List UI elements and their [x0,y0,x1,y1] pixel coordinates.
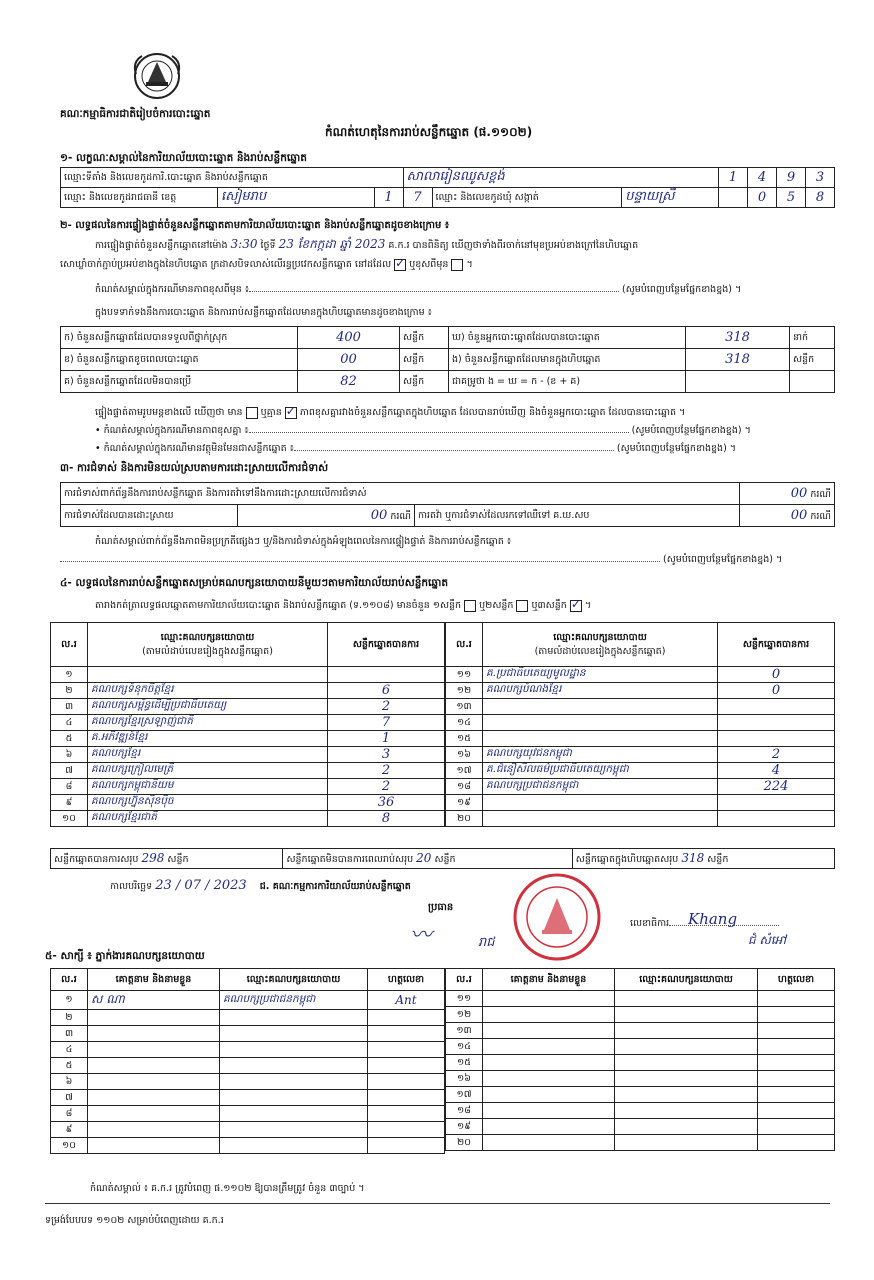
witness-signature [758,1119,835,1135]
party-row [51,747,445,763]
witness-row [51,1138,445,1154]
commune-label: ឈ្មោះ និងលេខកូដឃុំ សង្កាត់ [432,188,622,208]
party-no: ១៣ [446,699,483,715]
section3-title: ៣- ការជំទាស់ និងការមិនយល់ស្របតាមការដោះស្រាយលើការជំទាស់ [60,462,329,474]
party-votes: 0 [718,667,835,683]
witness-row [446,1135,835,1151]
objections-table: ការជំទាស់ពាក់ព័ន្ធនឹងការរាប់សន្លឹកឆ្នោត និងការតវ៉ាទៅនឹងការដោះស្រាយលើការជំទាស់ 00 ករណី ការជំទាស់ដែលបានដោះស្រាយ 00 ករណី ការតវ៉ា ឬការជំទាស់ដែលរកទៅឈឺទៅ គ.ឃ.សប 00 ករណី [60,482,835,527]
party-votes: 2 [718,747,835,763]
footer-text: ទម្រង់បែបបទ ១១០២ សម្រាប់បំពេញដោយ គ.ក.រ [45,1215,224,1226]
witness-row [51,1122,445,1138]
province-code-2: 7 [403,188,432,208]
witness-signature [758,1087,835,1103]
party-name: គណបក្សបំណងខ្មែរ [483,683,718,699]
witness-no: ១១ [446,991,483,1007]
note-changed: កំណត់សម្គាល់ក្នុងករណីមានភាពខុសពីមុន ៖ (សូមបំពេញបន្ថែមផ្នែកខាងខ្នង) ។ [95,284,742,295]
party-row [446,811,835,827]
witness-row [51,1074,445,1090]
verify-time: 3:30 [230,237,258,251]
box-total: 318 [681,850,705,865]
party-votes [718,699,835,715]
section1-title: ១- លក្ខណៈសម្គាល់នៃការិយាល័យបោះឆ្នោត និងរាប់សន្លឹកឆ្នោត [60,152,307,164]
party-votes: 3 [328,747,445,763]
party-votes: 6 [328,683,445,699]
count-right-value: 318 [686,349,790,371]
witness-name [88,1010,220,1026]
changed-checkbox[interactable] [451,259,463,271]
witness-party: គណបក្សប្រជាជនកម្ពុជា [220,991,368,1010]
witness-signature [758,1103,835,1119]
party-row [51,731,445,747]
witness-party [615,1039,758,1055]
place-code-2: 4 [748,168,777,188]
party-row [446,779,835,795]
two-sheet-checkbox[interactable] [516,600,528,612]
party-no: ១៦ [446,747,483,763]
party-row [446,699,835,715]
fill-note-1: (សូមបំពេញបន្ថែមផ្នែកខាងខ្នង) ។ [622,284,742,295]
secretary-name: ជំ សំអៅ [748,933,787,947]
witness-no: ៥ [51,1058,88,1074]
witness-signature [758,1055,835,1071]
witness-name [88,1074,220,1090]
party-row [446,763,835,779]
province-label: ឈ្មោះ និងលេខកូដរាជធានី ខេត្ត [61,188,218,208]
party-votes: 7 [328,715,445,731]
party-name [483,715,718,731]
commune-code-3: 8 [806,188,835,208]
witness-party [615,1023,758,1039]
totals-table: សន្លឹកឆ្នោតបានការសរុប 298 សន្លឹក សន្លឹកឆ្នោតមិនបានការពេលរាប់សរុប 20 សន្លឹក សន្លឹកឆ្នោតក្នុងហិបឆ្នោតសរុប 318 សន្លឹក [50,848,835,869]
party-name: គណបក្សកម្ពុជានិយម [88,779,328,795]
witness-row [51,1026,445,1042]
witness-name: ស ណា [88,991,220,1010]
party-name [483,731,718,747]
party-no: ៩ [51,795,88,811]
party-row [51,795,445,811]
irregularity-fill: (សូមបំពេញបន្ថែមផ្នែកខាងខ្នង) ។ [60,553,835,567]
party-no: ១៥ [446,731,483,747]
party-name: គណបក្សក្រៀលមេត្រី [88,763,328,779]
party-row [51,715,445,731]
witness-no: ១៩ [446,1119,483,1135]
party-row [446,667,835,683]
witness-party [220,1042,368,1058]
party-votes: 1 [328,731,445,747]
party-row [446,747,835,763]
place-value: សាលារៀនឈូសខ្ពង់ [403,168,718,188]
form-title: កំណត់ហេតុនៃការរាប់សន្លឹកឆ្នោត (ផ.១១០២) [325,125,533,139]
date-line: កាលបរិច្ឆេទ 23 / 07 / 2023 ជ. គណៈកម្មការការិយាល័យរាប់សន្លឹកឆ្នោត [110,878,411,893]
party-no: ១៤ [446,715,483,731]
witness-party [615,1119,758,1135]
witness-name [483,1087,615,1103]
witness-name [88,1026,220,1042]
witness-no: ១៦ [446,1071,483,1087]
witness-row [446,991,835,1007]
invalid-total: 20 [416,850,432,865]
witness-party [220,1026,368,1042]
witness-no: ១ [51,991,88,1010]
place-label: ឈ្មោះទីតាំង និងលេខកូដការិ.បោះឆ្នោត និងរាប់សន្លឹកឆ្នោត [61,168,404,188]
secretary-label: លេខាធិការ [630,917,779,931]
party-name: គណបក្សខ្មែរ [88,747,328,763]
witness-signature [368,1106,445,1122]
party-name: គ.ប្រជាធិបតេយ្យមូលដ្ឋាន [483,667,718,683]
witness-row [446,1007,835,1023]
party-row [51,811,445,827]
witness-signature [758,991,835,1007]
witness-row [446,1103,835,1119]
verify-text-c: គ.ក.រ បានពិនិត្យ ឃើញថាទាំងពីរចាក់នៅមុខប្រអប់ខាងក្រៅនៃហិបឆ្នោត [388,240,639,251]
witness-signature [368,1074,445,1090]
witness-signature [368,1042,445,1058]
witness-signature [758,1023,835,1039]
witness-party [220,1074,368,1090]
party-name: គណបក្សខ្មែរស្រឡាញ់ជាតិ [88,715,328,731]
party-no: ២០ [446,811,483,827]
witness-name [483,991,615,1007]
witness-row [446,1039,835,1055]
witness-party [615,1135,758,1151]
three-sheet-checkbox[interactable] [570,600,582,612]
party-name: គ.អភិវឌ្ឍន៍ខ្មែរ [88,731,328,747]
party-name: គណបក្សហ្វ៊ុនស៊ិនប៉ិច [88,795,328,811]
footer-rule [45,1203,830,1204]
party-no: ១៧ [446,763,483,779]
witness-row [51,991,445,1010]
section4-title: ៤- លទ្ធផលនៃការរាប់សន្លឹកឆ្នោតសម្រាប់គណបក្សនយោបាយនីមួយៗតាមការិយាល័យរាប់សន្លឹកឆ្នោត [60,577,449,589]
count-left-unit: សន្លឹក [400,327,449,349]
witness-party [220,1138,368,1154]
witness-name [483,1103,615,1119]
commune-code-2: 5 [777,188,806,208]
party-no: ១០ [51,811,88,827]
commune-value: បន្ទាយស្រី [622,188,719,208]
count-left-label: ខ) ចំនួនសន្លឹកឆ្នោតខូចពេលបោះឆ្នោត [61,349,298,371]
witness-name [88,1058,220,1074]
witness-row [51,1010,445,1026]
note-foreign-objects: • កំណត់សម្គាល់ក្នុងករណីមានវត្ថុមិនមែនជាសន្លឹកឆ្នោត ៖ (សូមបំពេញបន្ថែមផ្នែកខាងខ្នង) ។ [95,443,737,454]
witness-signature [758,1007,835,1023]
party-row [51,667,445,683]
witness-no: ១០ [51,1138,88,1154]
witness-row [446,1087,835,1103]
witness-row [51,1042,445,1058]
witness-footnote: កំណត់សម្គាល់ ៖ គ.ក.រ ត្រូវបំពេញ ផ.១១០២ ឱ្យបានត្រឹមត្រូវ ចំនួន ៣ច្បាប់ ។ [90,1183,365,1194]
chair-label: ប្រធាន [428,902,454,913]
has-diff-checkbox[interactable] [246,407,258,419]
count-left-unit: សន្លឹក [400,349,449,371]
section2-title: ២- លទ្ធផលនៃការផ្ទៀងផ្ទាត់ចំនួនសន្លឹកឆ្នោតតាមការិយាល័យបោះឆ្នោត និងរាប់សន្លឹកឆ្នោតដូចខាងក្រោម ៖ [60,220,450,231]
witness-signature [368,1026,445,1042]
party-votes: 8 [328,811,445,827]
party-row [51,779,445,795]
party-no: ១១ [446,667,483,683]
place-code-1: 1 [719,168,748,188]
count-left-value: 82 [298,371,400,393]
party-name: គណបក្សសម្ព័ន្ធដើម្បីប្រជាធិបតេយ្យ [88,699,328,715]
party-votes [718,715,835,731]
count-right-label: ង) ចំនួនសន្លឹកឆ្នោតដែលមានក្នុងហិបឆ្នោត [449,349,686,371]
emblem-logo [128,48,186,104]
witness-name [88,1042,220,1058]
count-right-label: ជាគម្រូថា ង = ឃ = ក - (ខ + គ) [449,371,686,393]
witness-party [615,1007,758,1023]
witness-party [615,1087,758,1103]
party-votes [328,667,445,683]
witness-no: ១៤ [446,1039,483,1055]
witness-no: ៩ [51,1122,88,1138]
agency-name: គណៈកម្មាធិការជាតិរៀបចំការបោះឆ្នោត [60,108,211,120]
party-no: ៤ [51,715,88,731]
results-table-left: ល.រ ឈ្មោះគណបក្សនយោបាយ (តាមលំដាប់លេខរៀងក្នុងសន្លឹកឆ្នោត) សន្លឹកឆ្នោតបានការ ១ ២ គណបក្សទំនុកចិត្តខ្មែរ 6 ៣ គណបក្សសម្ព័ន្ធដើម្បីប្រជាធិបតេយ្យ 2 ៤ គណបក្សខ្មែរស្រឡាញ់ជាតិ 7 ៥ គ.អភិវឌ្ឍន៍ខ្មែរ 1 ៦ គណបក្សខ្មែរ 3 ៧ គណបក្សក្រៀលមេត្រី 2 ៨ គណបក្សកម្ពុជានិយម 2 ៩ គណបក្សហ្វ៊ុនស៊ិនប៉ិច 36 ១០ គណបក្សខ្មែរជាតិ 8 [50,622,445,827]
irregularity-note: កំណត់សម្គាល់ពាក់ព័ន្ធនឹងភាពមិនប្រក្រតីផ្សេងៗ ឬ/និងការជំទាស់ក្នុងអំឡុងពេលនៃការផ្ទៀងផ្ទាត់ និងការរាប់សន្លឹកឆ្នោត ៖ [95,536,512,547]
witness-party [220,1058,368,1074]
party-row [446,731,835,747]
witness-signature [368,1122,445,1138]
party-votes: 2 [328,699,445,715]
party-name [483,795,718,811]
witness-signature [758,1135,835,1151]
party-no: ២ [51,683,88,699]
witness-no: ១៧ [446,1087,483,1103]
chair-name: រាជ [478,935,495,950]
witness-no: ១៣ [446,1023,483,1039]
verify-text-b: ថ្ងៃទី [260,240,276,251]
witness-name [483,1007,615,1023]
no-diff-checkbox[interactable] [285,407,297,419]
count-row [61,327,835,349]
party-no: ៣ [51,699,88,715]
same-checkbox[interactable] [394,259,406,271]
witness-row [51,1090,445,1106]
results-table-right: ល.រ ឈ្មោះគណបក្សនយោបាយ (តាមលំដាប់លេខរៀងក្នុងសន្លឹកឆ្នោត) សន្លឹកឆ្នោតបានការ ១១ គ.ប្រជាធិបតេយ្យមូលដ្ឋាន 0 ១២ គណបក្សបំណងខ្មែរ 0 ១៣ ១៤ ១៥ ១៦ គណបក្សយុវជនកម្ពុជា 2 ១៧ គ.ជំនឿសីលធម៌ប្រជាធិបតេយ្យកម្ពុជា 4 ១៨ គណបក្សប្រជាជនកម្ពុជា 224 ១៩ ២០ [445,622,835,827]
count-left-unit: សន្លឹក [400,371,449,393]
witness-signature [758,1039,835,1055]
valid-total: 298 [141,850,165,865]
witness-name [483,1135,615,1151]
witness-name [483,1071,615,1087]
witness-row [446,1071,835,1087]
party-votes [718,795,835,811]
count-left-value: 400 [298,327,400,349]
witness-row [446,1119,835,1135]
witness-party [615,1071,758,1087]
witness-signature [368,1010,445,1026]
witness-no: ៨ [51,1106,88,1122]
count-row [61,349,835,371]
witness-signature [368,1138,445,1154]
province-code-1: 1 [374,188,403,208]
official-stamp [508,872,606,962]
witness-name [88,1106,220,1122]
witness-name [88,1090,220,1106]
party-votes: 36 [328,795,445,811]
objection-row-2-value: 00 [370,507,388,523]
changed-label: ឬខុសពីមុន [409,259,449,270]
party-row [446,683,835,699]
count-right-unit: នាក់ [790,327,835,349]
party-name [483,699,718,715]
witness-no: ១៨ [446,1103,483,1119]
witness-no: ១៥ [446,1055,483,1071]
witness-party [220,1090,368,1106]
count-right-unit [790,371,835,393]
count-right-value [686,371,790,393]
objection-row-2-label: ការជំទាស់ដែលបានដោះស្រាយ [61,505,238,527]
witness-no: ១២ [446,1007,483,1023]
place-code-3: 9 [777,168,806,188]
witness-party [615,1103,758,1119]
verify-line-2: សោឃ្លាំចាក់ភ្ជាប់ប្រអប់ខាងក្នុងនៃហិបឆ្នោត ក្រដាសបិទលាស់លើរន្ធប្រវេកសន្លឹកឆ្នោត នៅដដែល ✓ ឬខុសពីមុន ។ [60,258,473,272]
party-row [51,683,445,699]
party-name [88,667,328,683]
count-right-label: ឃ) ចំនួនអ្នកបោះឆ្នោតដែលបានបោះឆ្នោត [449,327,686,349]
chair-signature: 〰 [410,923,433,948]
party-name: គណបក្សប្រជាជនកម្ពុជា [483,779,718,795]
note-difference: • កំណត់សម្គាល់ក្នុងករណីមានភាពខុសគ្នា ៖ (សូមបំពេញបន្ថែមផ្នែកខាងខ្នង) ។ [95,425,751,436]
one-sheet-checkbox[interactable] [464,600,476,612]
party-row [446,715,835,731]
commune-code-1: 0 [748,188,777,208]
witness-name [483,1039,615,1055]
objection-row-3-value: 00 [790,507,808,523]
witness-name [88,1138,220,1154]
party-votes: 2 [328,763,445,779]
witness-signature [368,1090,445,1106]
witness-row [51,1058,445,1074]
witness-signature [758,1071,835,1087]
objection-row-1-value: 00 [790,485,808,501]
witness-party [220,1122,368,1138]
verify-text-a: ការផ្ទៀងផ្ទាត់ចំនួនសន្លឹកឆ្នោតនៅម៉ោង [95,240,228,251]
date-value: 23 / 07 / 2023 [155,878,247,893]
witness-no: ៧ [51,1090,88,1106]
section5-title: ៥- សាក្សី ៖ ភ្នាក់ងារគណបក្សនយោបាយ [45,950,205,962]
witness-name [88,1122,220,1138]
objection-row-3-label: ការតវ៉ា ឬការជំទាស់ដែលរកទៅឈឺទៅ គ.ឃ.សប [415,505,740,527]
counts-table [60,326,835,393]
count-left-label: ក) ចំនួនសន្លឹកឆ្នោតដែលបានទទួលពីថ្នាក់ស្រុក [61,327,298,349]
witness-signature [368,1058,445,1074]
witness-party [615,1055,758,1071]
witness-row [51,1106,445,1122]
count-row [61,371,835,393]
party-name: គណបក្សខ្មែរជាតិ [88,811,328,827]
party-name: គ.ជំនឿសីលធម៌ប្រជាធិបតេយ្យកម្ពុជា [483,763,718,779]
party-no: ៨ [51,779,88,795]
objection-row-1-label: ការជំទាស់ពាក់ព័ន្ធនឹងការរាប់សន្លឹកឆ្នោត និងការតវ៉ាទៅនឹងការដោះស្រាយលើការជំទាស់ [61,483,740,505]
committee-label: ជ. គណៈកម្មការការិយាល័យរាប់សន្លឹកឆ្នោត [259,881,411,892]
party-no: ៥ [51,731,88,747]
witness-row [446,1023,835,1039]
witness-table-right: ល.រ គោត្តនាម និងនាមខ្លួន ឈ្មោះគណបក្សនយោបាយ ហត្ថលេខា ១១ ១២ ១៣ ១៤ ១៥ ១៦ ១៧ ១៨ ១៩ ២០ [445,968,835,1151]
witness-name [483,1055,615,1071]
party-name [483,811,718,827]
verify-line-1 [95,236,835,254]
party-row [51,763,445,779]
witness-no: ៦ [51,1074,88,1090]
witness-no: ៤ [51,1042,88,1058]
party-votes: 4 [718,763,835,779]
witness-no: ៣ [51,1026,88,1042]
party-votes [718,811,835,827]
seal-text: សោឃ្លាំចាក់ភ្ជាប់ប្រអប់ខាងក្នុងនៃហិបឆ្នោត ក្រដាសបិទលាស់លើរន្ធប្រវេកសន្លឹកឆ្នោត នៅដដែល [60,259,392,270]
witness-no: ២ [51,1010,88,1026]
party-row [446,795,835,811]
party-no: ១៨ [446,779,483,795]
party-no: ១២ [446,683,483,699]
counts-intro: ក្នុងបទទាក់ទងនឹងការបោះឆ្នោត និងការរាប់សន្លឹកឆ្នោតដែលមានក្នុងហិបឆ្នោតមានដូចខាងក្រោម ៖ [95,307,432,318]
count-right-unit: សន្លឹក [790,349,835,371]
party-no: ១៩ [446,795,483,811]
witness-party [220,1106,368,1122]
party-votes [718,731,835,747]
place-code-4: 3 [806,168,835,188]
party-votes: 0 [718,683,835,699]
witness-no: ២០ [446,1135,483,1151]
verify-date: 23 ខែកក្កដា ឆ្នាំ 2023 [278,237,386,251]
witness-row [446,1055,835,1071]
party-no: ១ [51,667,88,683]
party-votes: 224 [718,779,835,795]
party-no: ៦ [51,747,88,763]
count-left-value: 00 [298,349,400,371]
formula-check: ផ្ទៀងផ្ទាត់តាមរូបមន្តខាងលើ ឃើញថា មាន ឬគ្មាន ✓ ភាពខុសគ្នារវាងចំនួនសន្លឹកឆ្នោតក្នុងហិបឆ្នោត ដែលបានរាប់ឃើញ និងចំនួនអ្នកបោះឆ្នោត ដែលបានបោះឆ្នោត ។ [95,406,840,420]
sheets-line: តារាងកត់ត្រាលទ្ធផលឆ្នោតតាមការិយាល័យបោះឆ្នោត និងរាប់សន្លឹកឆ្នោត (ទ.១១០៨) មានចំនួន ១សន្លឹក ឬ២សន្លឹក ឬ៣សន្លឹក ✓ ។ [95,599,591,613]
party-votes: 2 [328,779,445,795]
party-no: ៧ [51,763,88,779]
province-value: សៀមរាប [218,188,375,208]
witness-table-left: ល.រ គោត្តនាម និងនាមខ្លួន ឈ្មោះគណបក្សនយោបាយ ហត្ថលេខា ១ ស ណា គណបក្សប្រជាជនកម្ពុជា Ant ២ ៣ ៤ ៥ ៦ ៧ ៨ ៩ ១០ [50,968,445,1154]
party-row [51,699,445,715]
secretary-signature: Khang [688,910,738,928]
witness-party [220,1010,368,1026]
party-name: គណបក្សយុវជនកម្ពុជា [483,747,718,763]
count-right-value: 318 [686,327,790,349]
party-name: គណបក្សទំនុកចិត្តខ្មែរ [88,683,328,699]
witness-party [615,991,758,1007]
witness-name [483,1119,615,1135]
count-left-label: គ) ចំនួនសន្លឹកឆ្នោតដែលមិនបានប្រើ [61,371,298,393]
witness-name [483,1023,615,1039]
section1-table [60,167,835,208]
witness-signature: Ant [368,991,445,1010]
